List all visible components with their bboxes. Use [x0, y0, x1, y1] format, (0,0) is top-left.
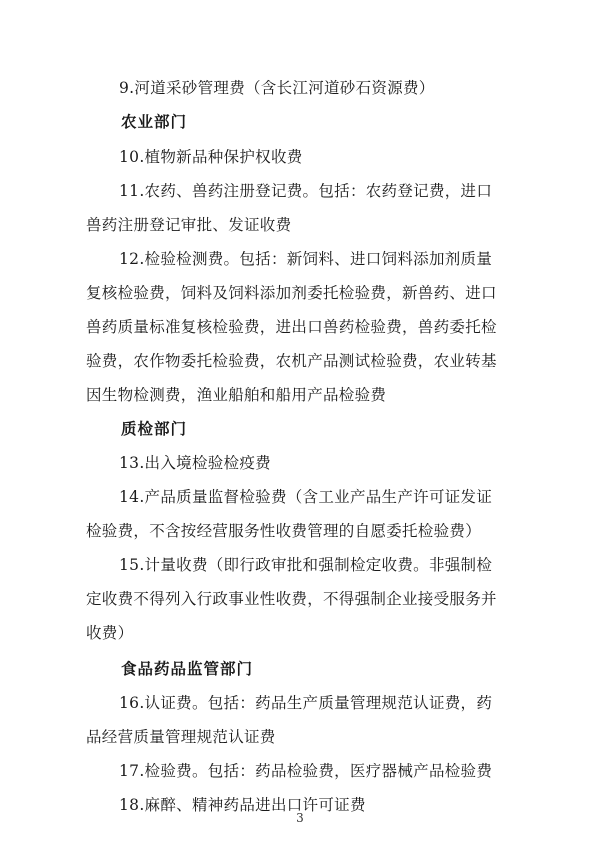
paragraph-line: 兽药注册登记审批、发证收费	[86, 216, 292, 234]
paragraph-line: 18.麻醉、精神药品进出口许可证费	[119, 796, 366, 814]
paragraph-line: 10.植物新品种保护权收费	[119, 148, 303, 166]
paragraph-line: 11.农药、兽药注册登记费。包括：农药登记费，进口	[119, 182, 493, 200]
paragraph-line: 兽药质量标准复核检验费，进出口兽药检验费，兽药委托检	[86, 318, 497, 336]
paragraph-line: 收费）	[86, 624, 134, 642]
paragraph-line: 15.计量收费（即行政审批和强制检定收费。非强制检	[119, 556, 493, 574]
paragraph-line: 复核检验费，饲料及饲料添加剂委托检验费，新兽药、进口	[86, 284, 497, 302]
page-number: 3	[296, 811, 304, 825]
paragraph-line: 因生物检测费，渔业船舶和船用产品检验费	[86, 386, 387, 404]
paragraph-line: 16.认证费。包括：药品生产质量管理规范认证费，药	[119, 694, 493, 712]
section-heading-quality-inspection: 质检部门	[121, 419, 188, 438]
paragraph-line: 12.检验检测费。包括：新饲料、进口饲料添加剂质量	[119, 250, 493, 268]
paragraph-line: 17.检验费。包括：药品检验费，医疗器械产品检验费	[119, 762, 493, 780]
paragraph-line: 定收费不得列入行政事业性收费，不得强制企业接受服务并	[86, 590, 497, 608]
paragraph-line: 9.河道采砂管理费（含长江河道砂石资源费）	[119, 79, 435, 97]
paragraph-line: 14.产品质量监督检验费（含工业产品生产许可证发证	[119, 488, 493, 506]
paragraph-line: 检验费，不含按经营服务性收费管理的自愿委托检验费）	[86, 522, 482, 540]
section-heading-food-drug: 食品药品监管部门	[121, 659, 254, 678]
paragraph-line: 13.出入境检验检疫费	[119, 454, 271, 472]
section-heading-agriculture: 农业部门	[121, 112, 188, 131]
paragraph-line: 品经营质量管理规范认证费	[86, 728, 276, 746]
paragraph-line: 验费，农作物委托检验费，农机产品测试检验费，农业转基	[86, 352, 497, 370]
